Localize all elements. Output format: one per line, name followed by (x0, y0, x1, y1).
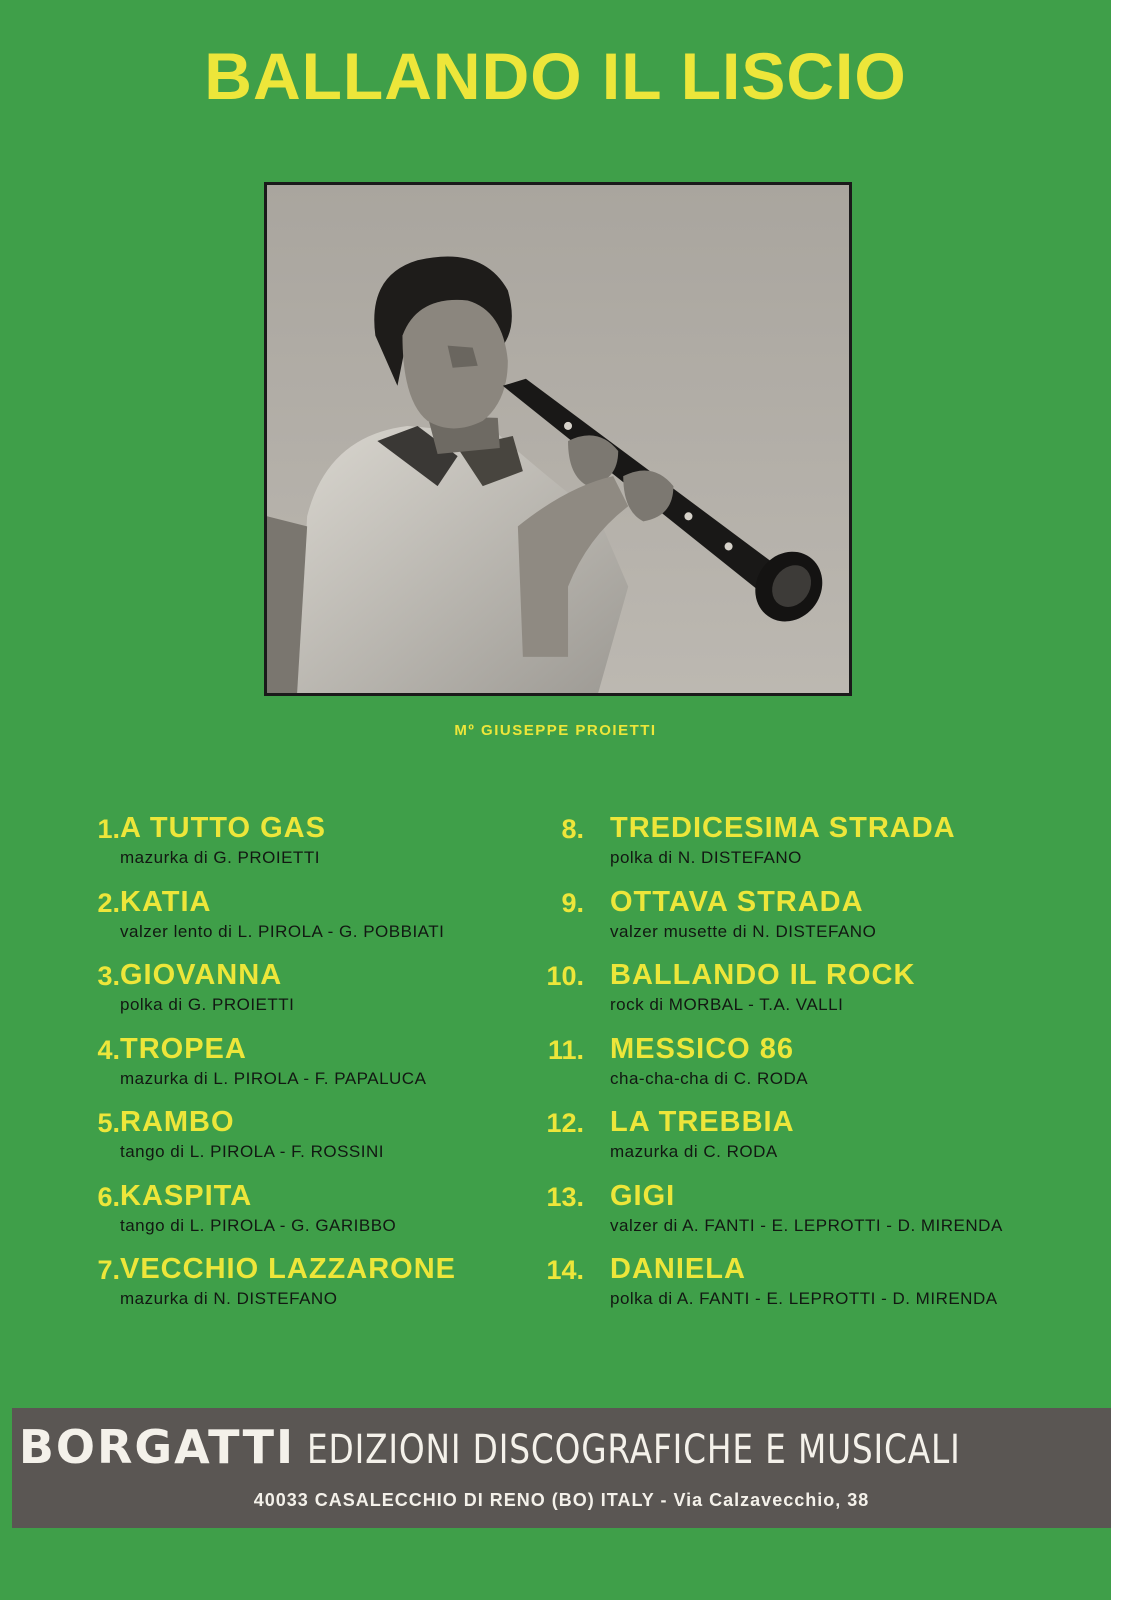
track-title: RAMBO (120, 1106, 235, 1138)
track-number: 5. (97, 1108, 120, 1138)
track-credit: mazurka di G. PROIETTI (120, 848, 320, 867)
track-number: 12. (546, 1108, 584, 1138)
track-number: 6. (97, 1181, 120, 1212)
track-number: 11. (547, 1034, 584, 1065)
track-credit: polka di A. FANTI - E. LEPROTTI - D. MIRENDA (610, 1289, 998, 1308)
track-credit: polka di N. DISTEFANO (610, 848, 802, 867)
track-title: A TUTTO GAS (120, 812, 326, 844)
track-title: DANIELA (610, 1253, 746, 1285)
track-item (504, 1251, 1104, 1323)
album-title: BALLANDO IL LISCIO (204, 39, 907, 113)
track-item (40, 1104, 500, 1176)
track-title: TREDICESIMA STRADA (610, 812, 956, 844)
track-credit: rock di MORBAL - T.A. VALLI (610, 995, 844, 1014)
track-title: GIGI (610, 1179, 676, 1212)
track-item (40, 1251, 500, 1323)
track-number: 7. (97, 1255, 120, 1285)
track-item (504, 1104, 1104, 1176)
track-item (40, 810, 500, 882)
track-title: BALLANDO IL ROCK (610, 959, 916, 991)
track-credit: cha-cha-cha di C. RODA (610, 1068, 809, 1088)
track-number: 3. (97, 961, 120, 991)
track-title: KATIA (120, 885, 212, 918)
track-item (40, 884, 500, 956)
track-credit: mazurka di C. RODA (610, 1142, 778, 1161)
track-title: VECCHIO LAZZARONE (120, 1253, 456, 1285)
publisher-address: 40033 CASALECCHIO DI RENO (BO) ITALY - Via Calzavecchio, 38 (253, 1490, 870, 1510)
track-number: 4. (97, 1034, 120, 1065)
track-item (40, 1031, 500, 1103)
track-item (504, 1178, 1104, 1250)
track-item (40, 1178, 500, 1250)
track-item (504, 810, 1104, 882)
artist-photo (264, 182, 852, 696)
track-number: 2. (97, 887, 120, 918)
publisher-name-line (12, 1420, 1111, 1474)
publisher-footer (12, 1408, 1111, 1528)
track-item (504, 1031, 1104, 1103)
track-item (504, 884, 1104, 956)
track-credit: tango di L. PIROLA - G. GARIBBO (120, 1215, 397, 1235)
track-title: GIOVANNA (120, 959, 283, 991)
photo-caption: Mº GIUSEPPE PROIETTI (454, 722, 657, 739)
track-number: 10. (546, 961, 584, 991)
track-credit: tango di L. PIROLA - F. ROSSINI (120, 1142, 384, 1161)
track-title: LA TREBBIA (610, 1106, 795, 1138)
publisher-tagline: EDIZIONI DISCOGRAFICHE E MUSICALI (307, 1427, 961, 1473)
track-number: 1. (97, 814, 120, 844)
track-credit: polka di G. PROIETTI (120, 995, 295, 1014)
track-credit: valzer di A. FANTI - E. LEPROTTI - D. MIRENDA (610, 1215, 1003, 1235)
track-title: OTTAVA STRADA (610, 885, 864, 918)
track-title: TROPEA (120, 1032, 247, 1065)
track-list (0, 810, 1111, 1330)
track-number: 13. (546, 1181, 584, 1212)
track-title: MESSICO 86 (610, 1032, 795, 1065)
track-credit: valzer lento di L. PIROLA - G. POBBIATI (120, 921, 445, 941)
publisher-brand: BORGATTI (18, 1420, 296, 1474)
track-number: 8. (561, 814, 584, 844)
track-number: 14. (546, 1255, 584, 1285)
track-number: 9. (561, 887, 584, 918)
track-credit: mazurka di L. PIROLA - F. PAPALUCA (120, 1068, 427, 1088)
track-credit: valzer musette di N. DISTEFANO (610, 921, 877, 941)
clarinet-player-image (267, 185, 849, 693)
track-title: KASPITA (120, 1179, 253, 1212)
track-credit: mazurka di N. DISTEFANO (120, 1289, 338, 1308)
track-item (40, 957, 500, 1029)
track-item (504, 957, 1104, 1029)
